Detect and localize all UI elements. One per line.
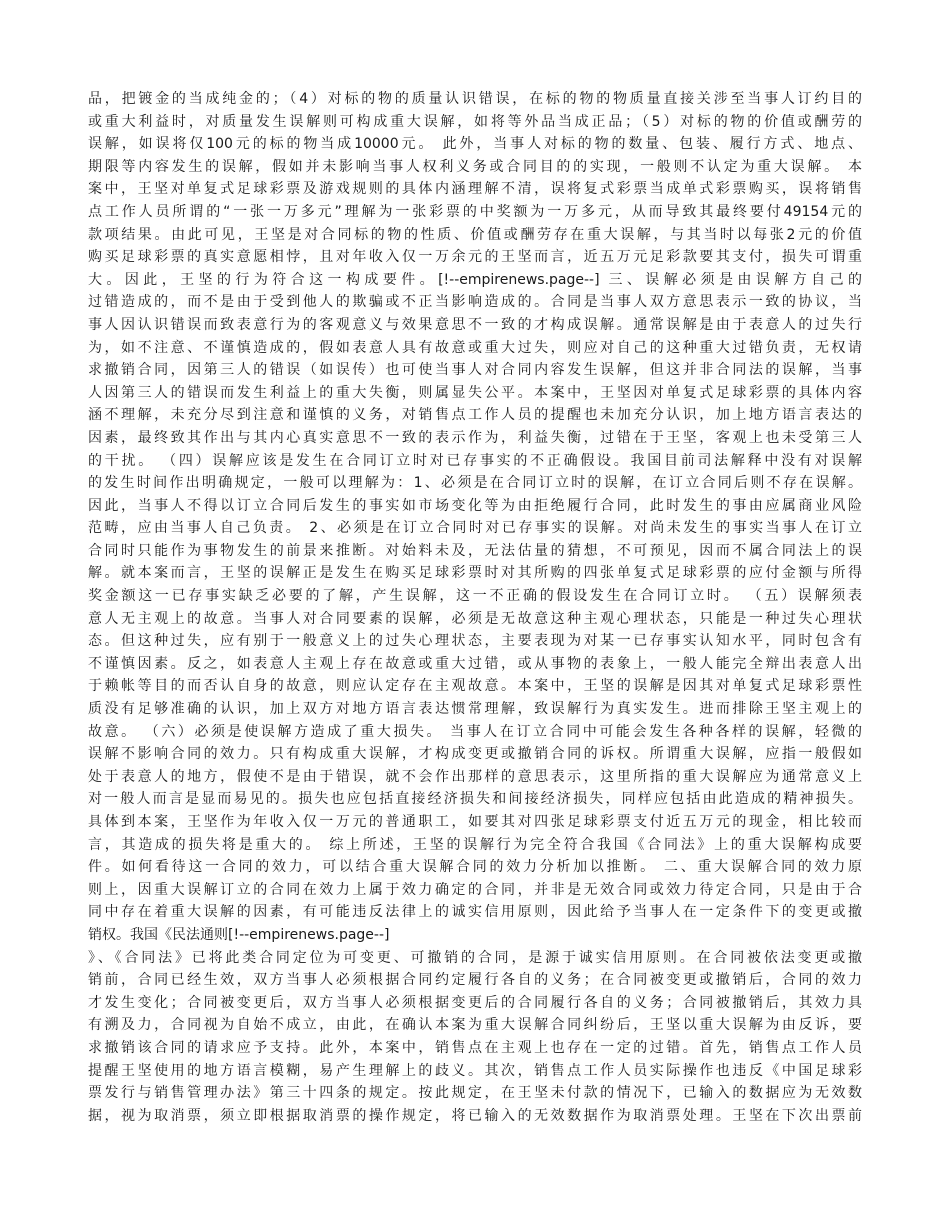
text-line: 言，其造成的损失将是重大的。 综上所述，王坚的误解行为完全符合我国《合同法》上的重大误解构成要 — [88, 836, 862, 853]
text-line: 质没有足够准确的认识，加上双方对地方语言表达惯常理解，致误解行为真实发生。进而排除王坚主观上的 — [88, 701, 862, 718]
text-line: 大。因此，王坚的行为符合这一构成要件。[!--empirenews.page--] 三、误解必须是由误解方自己的 — [88, 271, 862, 288]
text-line: 件。如何看待这一合同的效力，可以结合重大误解合同的效力分析加以推断。 二、重大误解合同的效力原 — [88, 859, 862, 876]
text-line: 案中，王坚对单复式足球彩票及游戏规则的具体内涵理解不清，误将复式彩票当成单式彩票购买，误将销售 — [88, 181, 862, 198]
text-line: 解。就本案而言，王坚的误解正是发生在购买足球彩票时对其所购的四张单复式足球彩票的应付金额与所得 — [88, 565, 862, 582]
text-line: 意人无主观上的故意。当事人对合同要素的误解，必须是无故意这种主观心理状态，只能是一种过失心理状 — [88, 610, 862, 627]
text-line: 具体到本案，王坚作为年收入仅一万元的普通职工，如要其对四张足球彩票支付近五万元的现金，相比较而 — [88, 814, 862, 830]
text-line: 求撤销该合同的请求应予支持。此外，本案中，销售点在主观上也存在一定的过错。首先，销售点工作人员 — [88, 1039, 862, 1056]
text-line: 范畴，应由当事人自己负责。 2、必须是在订立合同时对已存事实的误解。对尚未发生的事实当事人在订立 — [88, 520, 862, 537]
text-line: 票发行与销售管理办法》第三十四条的规定。按此规定，在王坚未付款的情况下，已输入的数据应为无效数 — [88, 1085, 862, 1102]
text-line: 提醒王坚使用的地方语言模糊，易产生理解上的歧义。其次，销售点工作人员实际操作也违反《中国足球彩 — [88, 1062, 862, 1079]
text-line: 涵不理解，未充分尽到注意和谨慎的义务，对销售点工作人员的提醒也未加充分认识，加上地方语言表达的 — [88, 407, 862, 424]
text-line: 态。但这种过失，应有别于一般意义上的过失心理状态，主要表现为对某一已存事实认知水平，同时包含有 — [88, 633, 862, 650]
text-line: 为，如不注意、不谨慎造成的，假如表意人具有故意或重大过失，则应对自己的这种重大过错负责，无权请 — [88, 339, 862, 356]
text-line: 误解，如误将仅100元的标的物当成10000元。 此外，当事人对标的物的数量、包装、履行方式、地点、 — [88, 136, 862, 153]
text-line: 事人因认识错误而致表意行为的客观意义与效果意思不一致的才构成误解。通常误解是由于表意人的过失行 — [88, 316, 862, 333]
text-line: 则上，因重大误解订立的合同在效力上属于效力确定的合同，并非是无效合同或效力待定合同，只是由于合 — [88, 881, 862, 898]
text-line: 购买足球彩票的真实意愿相悖，且对年收入仅一万余元的王坚而言，近五万元足彩款要其支付，损失可谓重 — [88, 249, 862, 266]
text-line: 才发生变化；合同被变更后，双方当事人必须根据变更后的合同履行各自的义务；合同被撤销后，其效力具 — [88, 994, 862, 1011]
text-line: 合同时只能作为事物发生的前景来推断。对始料未及，无法估量的猜想，不可预见，因而不属合同法上的误 — [88, 542, 862, 559]
text-line: 款项结果。由此可见，王坚是对合同标的物的性质、价值或酬劳存在重大误解，与其当时以每张2元的价值 — [88, 226, 862, 243]
text-line: 求撤销合同，因第三人的错误（如误传）也可使当事人对合同内容发生误解，但这并非合同法的误解，当事 — [88, 362, 862, 379]
text-line: 同中存在着重大误解的因素，有可能违反法律上的诚实信用原则，因此给予当事人在一定条件下的变更或撤 — [88, 904, 862, 921]
text-line: 奖金额这一已存事实缺乏必要的了解，产生误解，这一不正确的假设发生在合同订立时。 （五）误解须表 — [88, 588, 862, 605]
text-line: 期限等内容发生的误解，假如并未影响当事人权利义务或合同目的的实现，一般则不认定为重大误解。 本 — [88, 158, 862, 175]
text-line: 点工作人员所谓的“一张一万多元”理解为一张彩票的中奖额为一万多元，从而导致其最终要付49154元的 — [88, 203, 862, 220]
text-line: 处于表意人的地方，假使不是由于错误，就不会作出那样的意思表示，这里所指的重大误解应为通常意义上 — [88, 768, 862, 785]
text-line: 的发生时间作出明确规定，一般可以理解为：1、必须是在合同订立时的误解，在订立合同后则不存在误解。 — [88, 475, 862, 492]
text-line: 不谨慎因素。反之，如表意人主观上存在故意或重大过错，或从事物的表象上，一般人能完全辩出表意人出 — [88, 655, 862, 672]
text-line: 》、《合同法》已将此类合同定位为可变更、可撤销的合同，是源于诚实信用原则。在合同被依法变更或撤 — [88, 949, 862, 966]
document-body — [88, 88, 862, 1127]
text-line: 或重大利益时，对质量发生误解则可构成重大误解，如将等外品当成正品；（5）对标的物的价值或酬劳的 — [88, 113, 862, 130]
text-line: 据，视为取消票，须立即根据取消票的操作规定，将已输入的无效数据作为取消票处理。王坚在下次出票前 — [88, 1107, 862, 1124]
text-line: 对一般人而言是显而易见的。损失也应包括直接经济损失和间接经济损失，同样应包括由此造成的精神损失。 — [88, 791, 862, 808]
text-line: 销权。我国《民法通则[!--empirenews.page--] — [88, 926, 390, 943]
text-line: 于赖帐等目的而否认自身的故意，则应认定存在主观故意。本案中，王坚的误解是因其对单复式足球彩票性 — [88, 678, 862, 695]
text-line: 误解不影响合同的效力。只有构成重大误解，才构成变更或撤销合同的诉权。所谓重大误解，应指一般假如 — [88, 746, 862, 763]
text-line: 因此，当事人不得以订立合同后发生的事实如市场变化等为由拒绝履行合同，此时发生的事由应属商业风险 — [88, 497, 862, 514]
text-line: 品，把镀金的当成纯金的；（4）对标的物的质量认识错误，在标的物的物质量直接关涉至当事人订约目的 — [88, 91, 862, 107]
text-line: 故意。 （六）必须是使误解方造成了重大损失。 当事人在订立合同中可能会发生各种各样的误解，轻微的 — [88, 723, 862, 740]
text-line: 因素，最终致其作出与其内心真实意思不一致的表示作为，利益失衡，过错在于王坚，客观上也未受第三人 — [88, 429, 862, 446]
text-line: 人因第三人的错误而发生利益上的重大失衡，则属显失公平。本案中，王坚因对单复式足球彩票的具体内容 — [88, 384, 862, 401]
text-line: 的干扰。 （四）误解应该是发生在合同订立时对已存事实的不正确假设。我国目前司法解释中没有对误解 — [88, 452, 862, 469]
text-line: 有溯及力，合同视为自始不成立，由此，在确认本案为重大误解合同纠纷后，王坚以重大误解为由反诉，要 — [88, 1017, 862, 1034]
text-line: 销前，合同已经生效，双方当事人必须根据合同约定履行各自的义务；在合同被变更或撤销后，合同的效力 — [88, 972, 862, 989]
text-line: 过错造成的，而不是由于受到他人的欺骗或不正当影响造成的。合同是当事人双方意思表示一致的协议，当 — [88, 294, 862, 311]
